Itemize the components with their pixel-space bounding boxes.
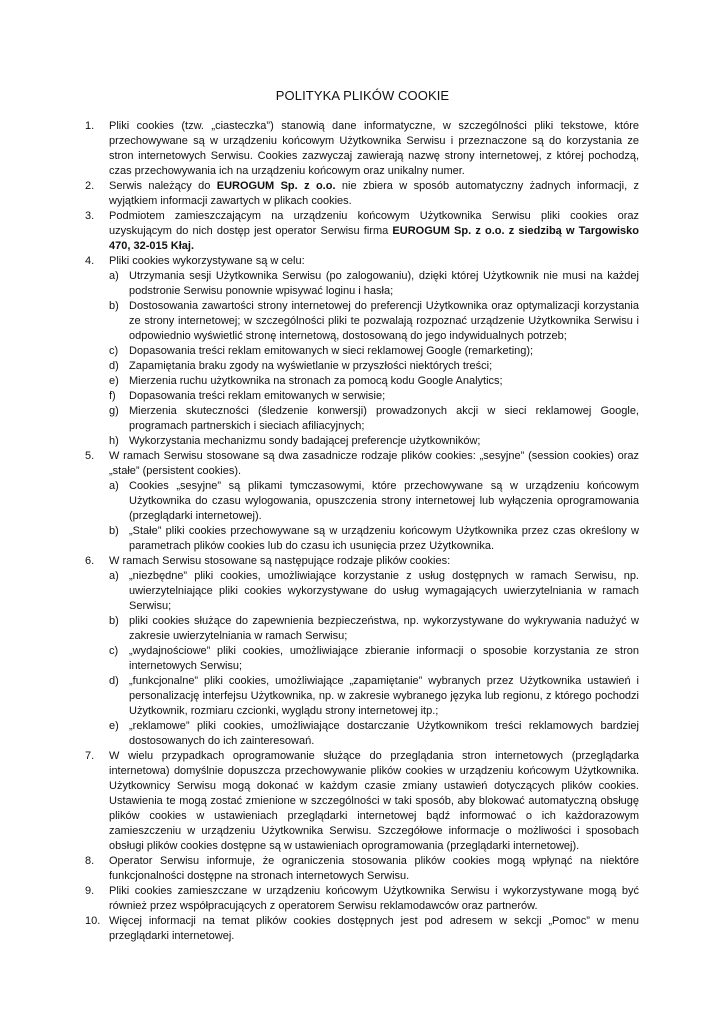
sub-item-text: „wydajnościowe” pliki cookies, umożliwiające zbieranie informacji o sposobie korzystania ze stron internetowych Serwisu; xyxy=(129,645,639,672)
sub-item-letter: a) xyxy=(109,480,119,492)
sub-item-letter: b) xyxy=(109,300,119,312)
sub-item xyxy=(109,674,639,719)
item-number: 9. xyxy=(85,885,95,897)
item-text: W ramach Serwisu stosowane są następujące rodzaje plików cookies: xyxy=(109,555,451,567)
list-item xyxy=(85,554,639,749)
list-item xyxy=(85,254,639,449)
sub-item xyxy=(109,434,639,449)
sub-item-letter: c) xyxy=(109,645,119,657)
item-number: 5. xyxy=(85,450,95,462)
list-item xyxy=(85,854,639,884)
sub-item-text: pliki cookies służące do zapewnienia bezpieczeństwa, np. wykorzystywane do wykrywania nadużyć w zakresie uwierzytelniania w ramach Serwisu; xyxy=(129,615,639,642)
item-number: 1. xyxy=(85,120,95,132)
sub-item xyxy=(109,644,639,674)
sub-item-letter: e) xyxy=(109,720,119,732)
item-number: 10. xyxy=(85,915,101,927)
sub-item-letter: d) xyxy=(109,675,119,687)
sub-item-letter: h) xyxy=(109,435,119,447)
item-text: Pliki cookies wykorzystywane są w celu: xyxy=(109,255,305,267)
sub-item xyxy=(109,344,639,359)
item-text xyxy=(109,209,639,254)
sub-item xyxy=(109,614,639,644)
company-name: EUROGUM Sp. z o.o. xyxy=(216,180,336,192)
list-item xyxy=(85,209,639,254)
sub-item-text: Dopasowania treści reklam emitowanych w sieci reklamowej Google (remarketing); xyxy=(129,345,534,357)
sub-item-letter: a) xyxy=(109,270,119,282)
sub-item-text: „Stałe” pliki cookies przechowywane są w urządzeniu końcowym Użytkownika przez czas określony w parametrach plików cookies lub do czasu ich usunięcia przez Użytkownika. xyxy=(129,525,639,552)
item-text: Pliki cookies zamieszczane w urządzeniu końcowym Użytkownika Serwisu i wykorzystywane mogą być również przez współpracujących z operatorem Serwisu reklamodawców oraz partnerów. xyxy=(109,885,639,912)
sub-item xyxy=(109,389,639,404)
sub-item-text: Dopasowania treści reklam emitowanych w serwisie; xyxy=(129,390,386,402)
item-number: 6. xyxy=(85,555,95,567)
item-number: 2. xyxy=(85,180,95,192)
item-text-part: Serwis należący do xyxy=(109,180,217,192)
sub-item-text: „niezbędne” pliki cookies, umożliwiające korzystanie z usług dostępnych w ramach Serwisu, np. uwierzytelniające pliki cookies wykorzystywane do usług wymagających uwierzytelniania w ramach Serwisu; xyxy=(129,570,639,612)
sub-item-letter: f) xyxy=(109,390,116,402)
item-text-part: Podmiotem zamieszczającym na urządzeniu końcowym Użytkownika Serwisu pliki cookies oraz uzyskującym do nich dostęp jest operator Serwisu firma xyxy=(109,210,639,237)
sub-item-text: „funkcjonalne” pliki cookies, umożliwiające „zapamiętanie” wybranych przez Użytkownika ustawień i personalizację interfejsu Użytkownika, np. w zakresie wybranego języka lub regionu, z którego pochodzi Użytkownik, rozmiaru czcionki, wyglądu strony internetowej itp.; xyxy=(129,675,639,717)
sub-item xyxy=(109,359,639,374)
sub-item-text: Mierzenia skuteczności (śledzenie konwersji) prowadzonych akcji w sieci reklamowej Google, programach partnerskich i sieciach afiliacyjnych; xyxy=(129,405,639,432)
item-number: 4. xyxy=(85,255,95,267)
company-address: EUROGUM Sp. z o.o. z siedzibą w Targowisko 470, 32-015 Kłaj. xyxy=(109,225,639,252)
sub-item xyxy=(109,719,639,749)
sub-item xyxy=(109,374,639,389)
item-text xyxy=(109,179,639,209)
list-item xyxy=(85,449,639,554)
sub-item xyxy=(109,269,639,299)
sub-item-text: Zapamiętania braku zgody na wyświetlanie w przyszłości niektórych treści; xyxy=(129,360,493,372)
policy-list xyxy=(85,119,639,944)
list-item xyxy=(85,914,639,944)
list-item xyxy=(85,884,639,914)
sub-item-letter: d) xyxy=(109,360,119,372)
sub-item-text: Dostosowania zawartości strony internetowej do preferencji Użytkownika oraz optymalizacji korzystania ze strony internetowej; w szczególności pliki te pozwalają rozpoznać urządzenie Użytkownika Serwisu i odpowiednio wyświetlić stronę internetową, dostosowaną do jego indywidualnych potrzeb; xyxy=(129,300,639,342)
item-number: 3. xyxy=(85,210,95,222)
item-text: Operator Serwisu informuje, że ograniczenia stosowania plików cookies mogą wpłynąć na niektóre funkcjonalności dostępne na stronach internetowych Serwisu. xyxy=(109,855,639,882)
item-number: 7. xyxy=(85,750,95,762)
sub-item xyxy=(109,569,639,614)
item-text-part: nie zbiera w sposób automatyczny żadnych informacji, z wyjątkiem informacji zawartych w plikach cookies. xyxy=(109,180,640,207)
sub-item-letter: a) xyxy=(109,570,119,582)
list-item xyxy=(85,119,639,179)
item-number: 8. xyxy=(85,855,95,867)
sub-item-text: Wykorzystania mechanizmu sondy badającej preferencje użytkowników; xyxy=(129,435,481,447)
sub-item-letter: g) xyxy=(109,405,119,417)
item-text: Pliki cookies (tzw. „ciasteczka”) stanowią dane informatyczne, w szczególności pliki tekstowe, które przechowywane są w urządzeniu końcowym Użytkownika Serwisu i przeznaczone są do korzystania ze stron internetowych Serwisu. Cookies zazwyczaj zawierają nazwę strony internetowej, z której pochodzą, czas przechowywania ich na urządzeniu końcowym oraz unikalny numer. xyxy=(109,120,639,177)
sub-item-text: „reklamowe” pliki cookies, umożliwiające dostarczanie Użytkownikom treści reklamowych bardziej dostosowanych do ich zainteresowań. xyxy=(129,720,639,747)
sub-item xyxy=(109,479,639,524)
sub-item xyxy=(109,524,639,554)
item-text: W ramach Serwisu stosowane są dwa zasadnicze rodzaje plików cookies: „sesyjne” (session cookies) oraz „stałe” (persistent cookies). xyxy=(109,450,639,477)
sub-item-text: Utrzymania sesji Użytkownika Serwisu (po zalogowaniu), dzięki której Użytkownik nie musi na każdej podstronie Serwisu ponownie wpisywać loginu i hasła; xyxy=(129,270,639,297)
sub-item-letter: c) xyxy=(109,345,119,357)
sub-item xyxy=(109,404,639,434)
sub-item-letter: e) xyxy=(109,375,119,387)
list-item xyxy=(85,179,639,209)
list-item xyxy=(85,749,639,854)
item-text: Więcej informacji na temat plików cookies dostępnych jest pod adresem w sekcji „Pomoc” w menu przeglądarki internetowej. xyxy=(109,915,639,942)
item-text: W wielu przypadkach oprogramowanie służące do przeglądania stron internetowych (przeglądarka internetowa) domyślnie dopuszcza przechowywanie plików cookies w urządzeniu końcowym Użytkownika. Użytkownicy Serwisu mogą dokonać w każdym czasie zmiany ustawień dotyczących plików cookies. Ustawienia te mogą zostać zmienione w szczególności w taki sposób, aby blokować automatyczną obsługę plików cookies w ustawieniach przeglądarki internetowej bądź informować o ich każdorazowym zamieszczeniu w urządzeniu Użytkownika Serwisu. Szczegółowe informacje o możliwości i sposobach obsługi plików cookies dostępne są w ustawieniach oprogramowania (przeglądarki internetowej). xyxy=(109,750,639,852)
sub-item-text: Mierzenia ruchu użytkownika na stronach za pomocą kodu Google Analytics; xyxy=(129,375,503,387)
page-title: POLITYKA PLIKÓW COOKIE xyxy=(275,88,450,103)
sub-item xyxy=(109,299,639,344)
sub-item-letter: b) xyxy=(109,615,119,627)
sub-item-text: Cookies „sesyjne” są plikami tymczasowymi, które przechowywane są w urządzeniu końcowym Użytkownika do czasu wylogowania, opuszczenia strony internetowej lub wyłączenia oprogramowania (przeglądarki internetowej). xyxy=(129,480,639,522)
sub-item-letter: b) xyxy=(109,525,119,537)
